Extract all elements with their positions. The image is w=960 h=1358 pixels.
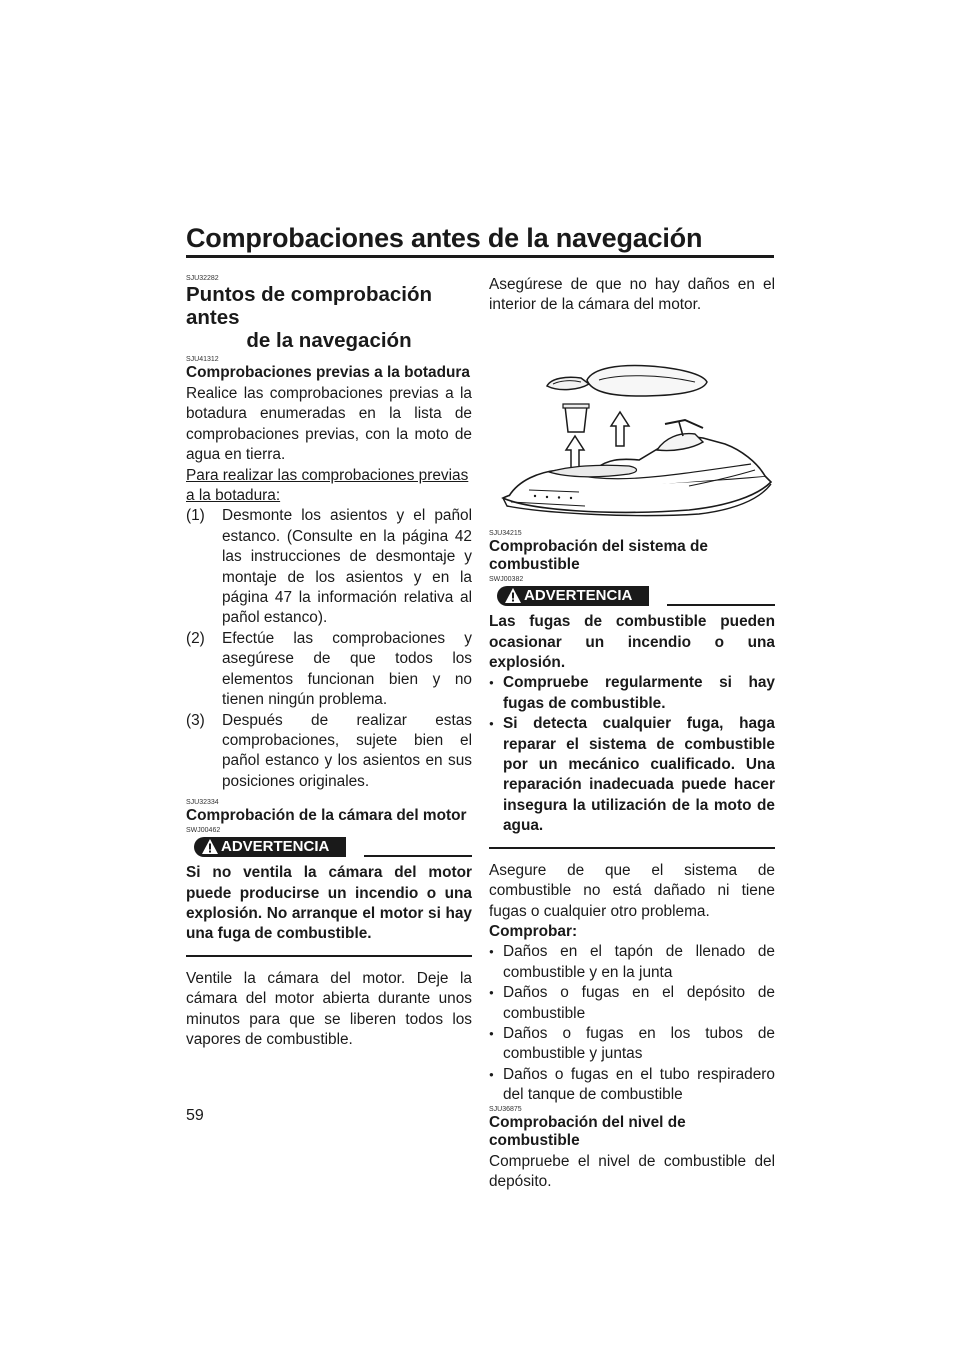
list-item: ● Daños o fugas en el depósito de combustible xyxy=(489,983,775,1024)
page-number: 59 xyxy=(186,1107,204,1124)
prelaunch-intro: Realice las comprobaciones previas a la botadura enumeradas en la lista de comprobaciones previas, con la moto de agua en tierra. xyxy=(186,385,472,464)
prelaunch-steps xyxy=(186,506,472,792)
up-arrow-icon xyxy=(611,412,629,446)
warning-header xyxy=(489,586,775,606)
warning-triangle-icon xyxy=(505,588,521,603)
warning-text: Si no ventila la cámara del motor puede producirse un incendio o una explosión. No arranque el motor si hay una fuga de combustible. xyxy=(186,864,472,943)
subsection-code: SJU34215 xyxy=(489,530,522,538)
warning-intro: Las fugas de combustible pueden ocasionar un incendio o una explosión. xyxy=(489,613,775,672)
prelaunch-underline: Para realizar las comprobaciones previas a la botadura: xyxy=(186,466,469,505)
step-item: (2) Efectúe las comprobaciones y asegúrese de que todos los elementos funcionan bien y no tienen ningún problema. xyxy=(186,629,472,709)
warning-badge xyxy=(497,586,649,606)
subsection-heading-prelaunch: Comprobaciones previas a la botadura xyxy=(186,364,470,381)
warning-end-rule xyxy=(489,847,775,849)
check-label: Comprobar: xyxy=(489,922,578,940)
left-column xyxy=(186,275,472,1050)
right-column xyxy=(489,275,775,1192)
subsection-heading-engine: Comprobación de la cámara del motor xyxy=(186,807,467,825)
warning-triangle-icon xyxy=(202,839,218,854)
watercraft-illustration xyxy=(489,320,775,520)
up-arrow-icon xyxy=(566,436,584,468)
subsection-code: SJU32334 xyxy=(186,799,219,807)
damage-text: Asegúrese de que no hay daños en el interior de la cámara del motor. xyxy=(489,276,775,314)
warning-code: SWJ00462 xyxy=(186,827,221,835)
vent-text: Ventile la cámara del motor. Deje la cámara del motor abierta durante unos minutos para que se liberen todos los vapores de combustible. xyxy=(186,969,472,1048)
check-bullets xyxy=(489,942,775,1105)
subsection-heading-fuel: Comprobación del sistema de combustible xyxy=(489,538,708,574)
fuel-text: Asegure de que el sistema de combustible no está dañado ni tiene fugas o cualquier otro problema. xyxy=(489,861,775,920)
page-title: Comprobaciones antes de la navegación xyxy=(186,222,774,258)
section-heading-line1: Puntos de comprobación antes xyxy=(186,283,433,329)
subsection-code: SJU41312 xyxy=(186,356,219,363)
warning-rule xyxy=(667,604,775,606)
section-heading xyxy=(186,283,472,352)
warning-header xyxy=(186,837,472,857)
list-item: ● Daños o fugas en los tubos de combustible y juntas xyxy=(489,1024,775,1065)
list-item: ● Compruebe regularmente si hay fugas de combustible. xyxy=(489,673,775,714)
warning-rule xyxy=(364,855,472,857)
warning-label: ADVERTENCIA xyxy=(221,838,330,856)
list-item: ● Si detecta cualquier fuga, haga reparar el sistema de combustible por un mecánico cualificado. Una reparación inadecuada puede hacer insegura la utilización de la moto de agua. xyxy=(489,714,775,836)
level-text: Compruebe el nivel de combustible del depósito. xyxy=(489,1152,775,1190)
warning-end-rule xyxy=(186,955,472,957)
warning-bullets xyxy=(489,673,775,836)
section-heading-line2: de la navegación xyxy=(246,329,412,352)
subsection-code: SJU36875 xyxy=(489,1105,522,1113)
step-item: (1) Desmonte los asientos y el pañol estanco. (Consulte en la página 42 las instrucciones de desmontaje y montaje de los asientos y en la página 47 la información relativa al pañol estanco). xyxy=(186,507,472,627)
warning-code: SWJ00382 xyxy=(489,576,524,584)
section-code: SJU32282 xyxy=(186,275,219,282)
warning-badge xyxy=(194,837,346,857)
step-item: (3) Después de realizar estas comprobaciones, sujete bien el pañol estanco y los asientos en sus posiciones originales. xyxy=(186,711,472,790)
list-item: ● Daños en el tapón de llenado de combustible y en la junta xyxy=(489,942,775,983)
warning-label: ADVERTENCIA xyxy=(524,587,633,605)
subsection-heading-level: Comprobación del nivel de combustible xyxy=(489,1113,686,1149)
list-item: ● Daños o fugas en el tubo respiradero del tanque de combustible xyxy=(489,1065,775,1106)
